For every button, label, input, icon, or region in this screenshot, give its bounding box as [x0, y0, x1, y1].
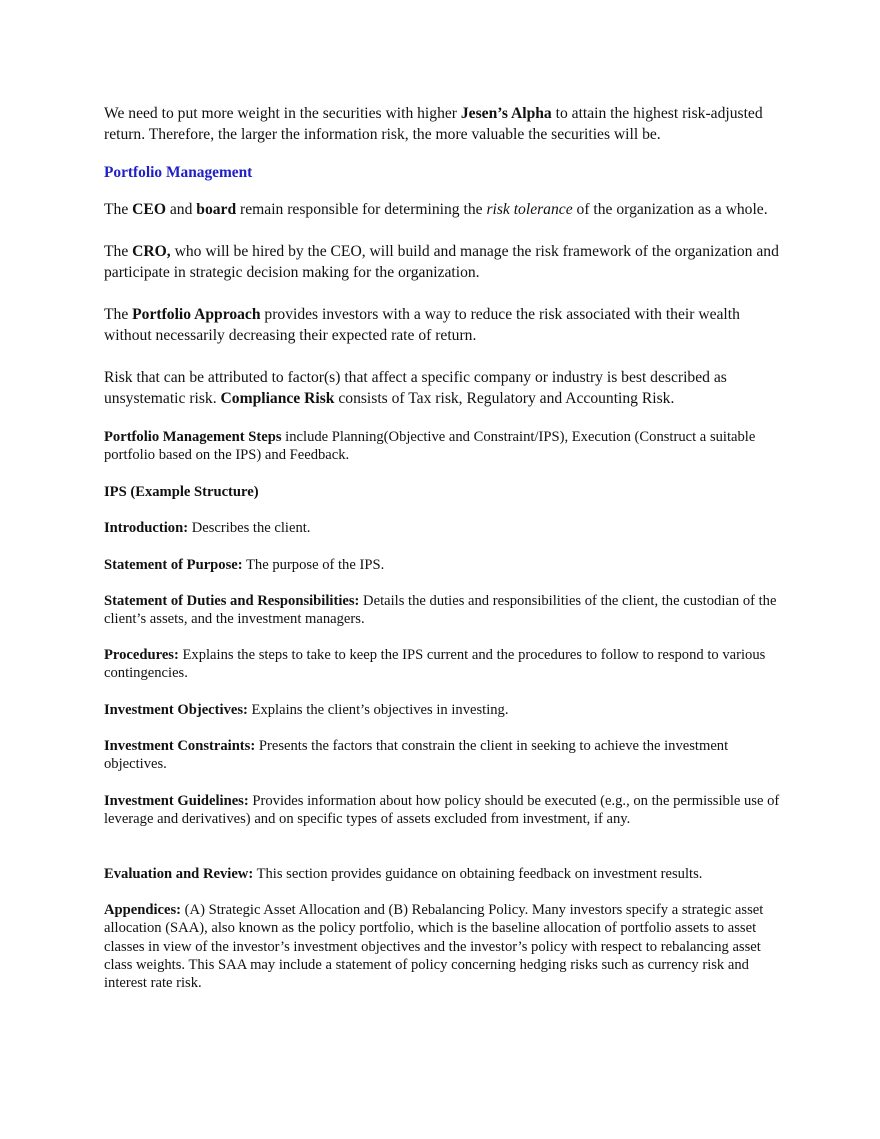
ceo-text-3: remain responsible for determining the: [236, 201, 487, 218]
ips-item-term: Evaluation and Review:: [104, 866, 254, 882]
ips-item-desc: The purpose of the IPS.: [242, 557, 385, 573]
ips-item-desc: Explains the steps to take to keep the IPS current and the procedures to follow to respond to various contingencies.: [104, 647, 766, 682]
ips-item-introduction: [104, 519, 780, 537]
portfolio-approach-text-2: provides investors with a way to reduce the risk associated with their wealth without necessarily decreasing their expected rate of return.: [104, 306, 740, 344]
ips-item-desc: Presents the factors that constrain the client in seeking to achieve the investment objectives.: [104, 738, 729, 773]
portfolio-steps-term: Portfolio Management Steps: [104, 429, 282, 445]
ips-item-desc: This section provides guidance on obtaining feedback on investment results.: [253, 866, 703, 882]
ips-item-duties: [104, 592, 780, 629]
portfolio-approach-paragraph: [104, 304, 780, 346]
intro-paragraph: [104, 103, 780, 145]
ips-item-term: Investment Objectives:: [104, 702, 248, 718]
ips-item-term: Investment Guidelines:: [104, 793, 249, 809]
board-term: board: [196, 201, 237, 218]
ips-heading: IPS (Example Structure): [104, 484, 259, 500]
intro-text-2: to attain the highest risk-adjusted return. Therefore, the larger the information risk, the more valuable the securities will be.: [104, 105, 763, 143]
ips-item-investment-constraints: [104, 737, 780, 774]
ceo-term: CEO: [132, 201, 166, 218]
ips-item-desc: (A) Strategic Asset Allocation and (B) Rebalancing Policy. Many investors specify a strategic asset allocation (SAA), also known as the policy portfolio, which is the baseline allocation of portfolio assets to asset classes in view of the investor’s investment objectives and the investor’s policy with respect to rebalancing asset class weights. This SAA may include a statement of policy concerning hedging risks such as currency risk and interest rate risk.: [104, 902, 764, 992]
ips-item-desc: Provides information about how policy should be executed (e.g., on the permissible use of leverage and derivatives) and on specific types of assets excluded from investment, if any.: [104, 793, 780, 828]
ceo-text-4: of the organization as a whole.: [572, 201, 768, 218]
risk-text-1: Risk that can be attributed to factor(s) that affect a specific company or industry is best described as unsystematic risk.: [104, 369, 727, 407]
ips-item-term: Introduction:: [104, 520, 189, 536]
steps-text: include Planning(Objective and Constraint/IPS), Execution (Construct a suitable portfolio based on the IPS) and Feedback.: [104, 429, 756, 464]
jensens-alpha-term: Jesen’s Alpha: [460, 105, 552, 122]
risk-paragraph: [104, 367, 780, 409]
steps-paragraph: [104, 428, 780, 465]
ceo-text-1: The: [104, 201, 133, 218]
cro-text-2: who will be hired by the CEO, will build and manage the risk framework of the organization and participate in strategic decision making for the organization.: [104, 243, 779, 281]
ceo-text-2: and: [165, 201, 197, 218]
ips-item-investment-guidelines: [104, 792, 780, 829]
ips-item-desc: Details the duties and responsibilities of the client, the custodian of the client’s assets, and the investment managers.: [104, 593, 777, 628]
ips-item-desc: Explains the client’s objectives in investing.: [247, 702, 509, 718]
ips-item-evaluation-review: [104, 865, 780, 883]
ips-item-term: Appendices:: [104, 902, 182, 918]
risk-tolerance-term: risk tolerance: [486, 201, 573, 218]
ips-item-investment-objectives: [104, 701, 780, 719]
ips-item-desc: Describes the client.: [188, 520, 311, 536]
ips-item-term: Investment Constraints:: [104, 738, 256, 754]
risk-text-2: consists of Tax risk, Regulatory and Accounting Risk.: [334, 390, 675, 407]
ips-item-statement-of-purpose: [104, 556, 780, 574]
intro-text-1: We need to put more weight in the securities with higher: [104, 105, 461, 122]
ceo-paragraph: [104, 199, 780, 220]
ips-item-term: Procedures:: [104, 647, 179, 663]
cro-paragraph: [104, 241, 780, 283]
section-heading-portfolio-management: Portfolio Management: [104, 164, 253, 181]
ips-item-term: Statement of Purpose:: [104, 557, 243, 573]
cro-text-1: The: [104, 243, 133, 260]
portfolio-approach-term: Portfolio Approach: [132, 306, 261, 323]
cro-term: CRO,: [132, 243, 171, 260]
ips-item-appendices: [104, 901, 780, 992]
ips-item-term: Statement of Duties and Responsibilities:: [104, 593, 360, 609]
ips-item-procedures: [104, 646, 780, 683]
portfolio-approach-text-1: The: [104, 306, 133, 323]
compliance-risk-term: Compliance Risk: [220, 390, 335, 407]
